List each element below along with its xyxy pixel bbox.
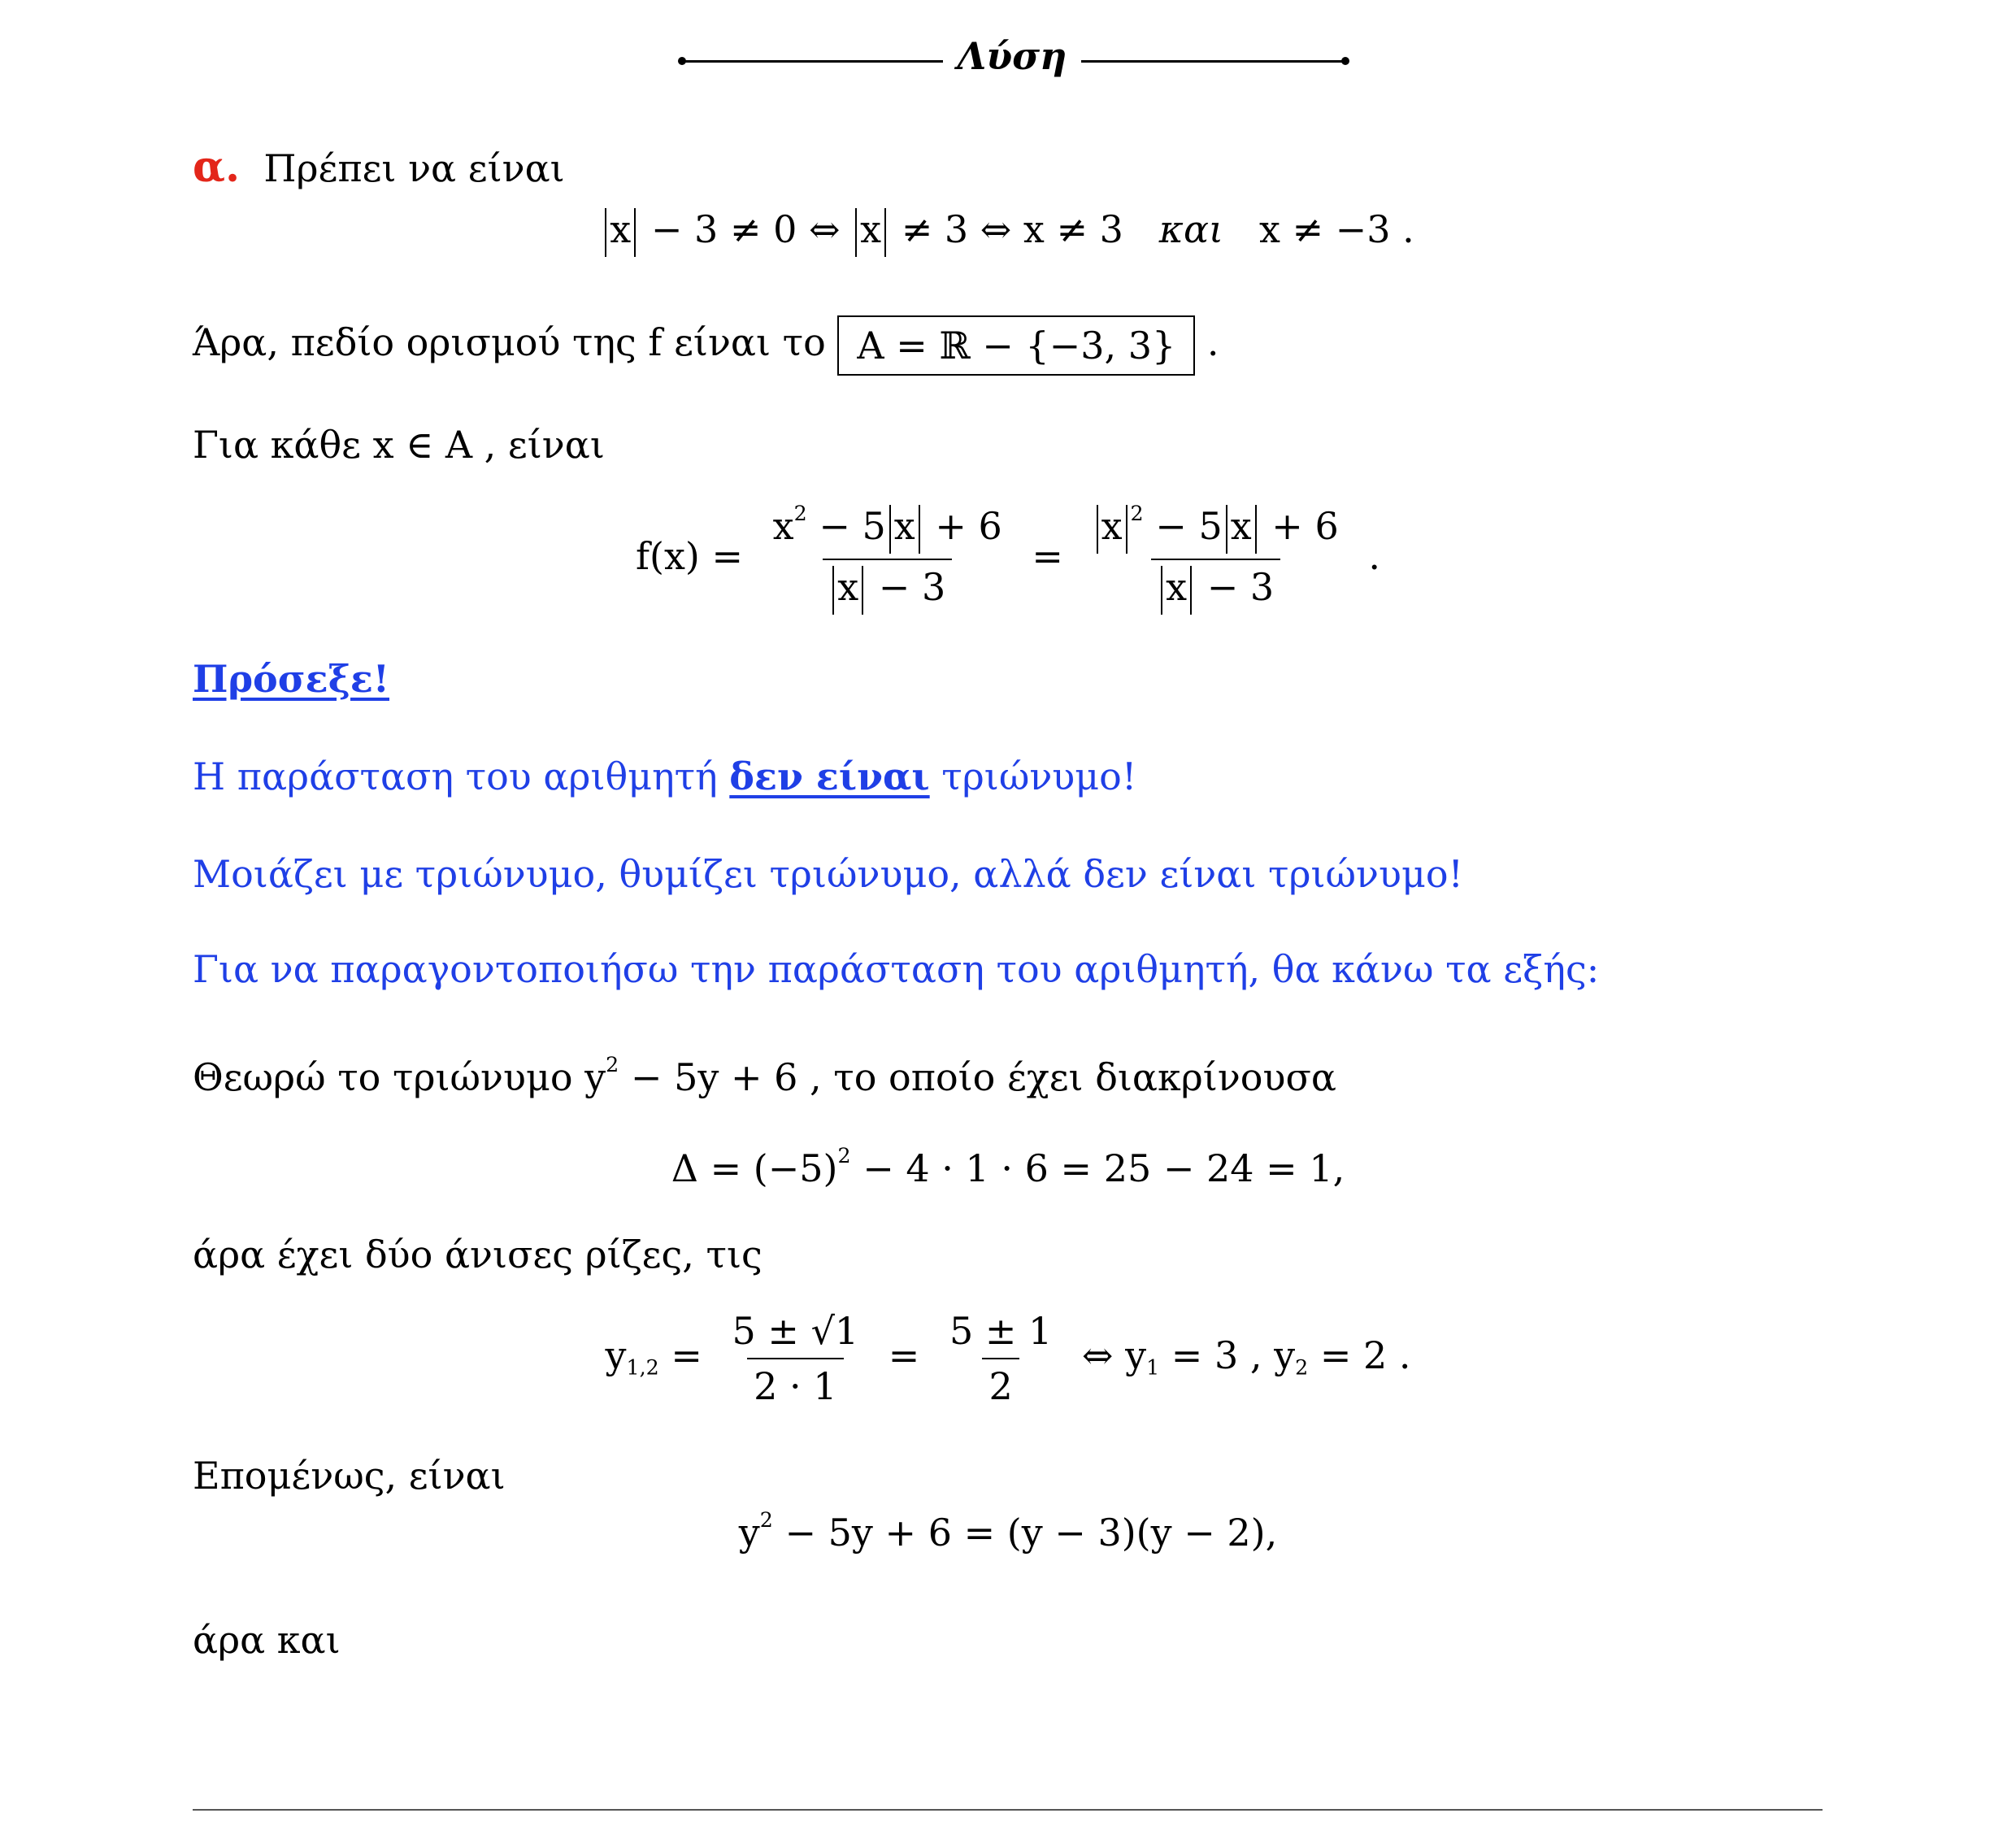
roots-fraction-1 <box>726 1309 866 1408</box>
cond-x1: x <box>610 207 632 251</box>
abs-bar <box>855 208 857 257</box>
bottom-divider <box>193 1809 1823 1811</box>
roots-res-sub2: 2 <box>1295 1355 1309 1380</box>
title-rule-left <box>683 60 943 63</box>
roots-eq-2: = <box>888 1333 920 1377</box>
f1n-exp: 2 <box>793 502 807 526</box>
discriminant-equation <box>0 1146 2016 1190</box>
f1n-b: − 5 <box>819 504 886 548</box>
abs-bar <box>1097 505 1098 554</box>
f1n-x: x <box>772 504 794 548</box>
poly-exp: 2 <box>606 1053 619 1077</box>
f-lhs: f(x) = <box>636 534 744 578</box>
fraction-2 <box>1087 504 1345 615</box>
trinomial-intro-a: Θεωρώ το τριώνυμο <box>193 1055 573 1099</box>
abs-bar <box>862 566 863 615</box>
fraction-1-numerator <box>767 504 1009 559</box>
abs-bar <box>919 505 920 554</box>
part-label: α. <box>193 142 241 192</box>
domain-box: A = ℝ − {−3, 3} <box>837 315 1195 376</box>
roots-res-c: = 2 . <box>1319 1333 1411 1377</box>
abs-bar <box>1226 505 1227 554</box>
title-rule-right <box>1081 60 1345 63</box>
domain-text: Άρα, πεδίο ορισμού της f είναι το <box>193 320 826 364</box>
abs-bar <box>1190 566 1192 615</box>
roots-equation <box>0 1309 2016 1408</box>
fact-y: y <box>738 1511 760 1555</box>
roots-res-b: = 3 , y <box>1171 1333 1296 1377</box>
rf2-den: 2 <box>982 1358 1019 1408</box>
f2d-x: x <box>1166 565 1188 609</box>
f1n-c: + 6 <box>935 504 1002 548</box>
forall-line: Για κάθε x ∈ A , είναι <box>193 423 605 467</box>
roots-y: y <box>605 1333 627 1377</box>
abs-bar <box>605 208 606 257</box>
fact-rest: − 5y + 6 = (y − 3)(y − 2), <box>784 1511 1278 1555</box>
hence-line: Επομένως, είναι <box>193 1454 506 1498</box>
cond-conjunction: και <box>1158 207 1224 251</box>
f2n-c: + 6 <box>1271 504 1339 548</box>
rf2-num: 5 ± 1 <box>949 1309 1053 1353</box>
disc-b: − 4 · 1 · 6 = 25 − 24 = 1, <box>862 1146 1345 1190</box>
fraction-2-denominator <box>1151 559 1280 615</box>
f2n-x: x <box>1101 504 1123 548</box>
trinomial-intro <box>193 1055 1336 1099</box>
factorization-equation <box>0 1508 2016 1555</box>
disc-a: Δ = (−5) <box>671 1146 838 1190</box>
roots-res-a: ⇔ y <box>1081 1333 1147 1377</box>
rule-dot-right <box>1341 57 1349 65</box>
cond-part3: x ≠ −3 . <box>1258 207 1414 251</box>
notice-heading: Πρόσεξε! <box>193 657 389 701</box>
condition-equation <box>0 207 2016 257</box>
fraction-2-numerator <box>1087 504 1345 559</box>
roots-intro: άρα έχει δύο άνισες ρίζες, τις <box>193 1233 763 1276</box>
abs-bar <box>634 208 636 257</box>
notice-line-3: Για να παραγοντοποιήσω την παράσταση του αριθμητή, θα κάνω τα εξής: <box>193 947 1600 991</box>
f1d-b: − 3 <box>878 565 946 609</box>
therefore-line: άρα και <box>193 1618 341 1662</box>
rf1-num: 5 ± √1 <box>732 1309 859 1353</box>
f1n-absx: x <box>893 504 915 548</box>
f2d-b: − 3 <box>1206 565 1275 609</box>
roots-sub: 1,2 <box>626 1355 659 1380</box>
poly-y: y <box>584 1055 606 1099</box>
f2n-exp: 2 <box>1130 502 1144 526</box>
fraction-1 <box>767 504 1009 615</box>
roots-eq: = <box>671 1333 702 1377</box>
notice-line-1-a: Η παράσταση του αριθμητή <box>193 754 718 798</box>
notice-line-1 <box>193 754 1136 798</box>
cond-part2: ≠ 3 ⇔ x ≠ 3 <box>901 207 1123 251</box>
fact-exp: 2 <box>759 1508 773 1533</box>
intro-text: Πρέπει να είναι <box>263 146 565 190</box>
rf1-den: 2 · 1 <box>747 1358 843 1408</box>
notice-line-1-c: τριώνυμο! <box>941 754 1137 798</box>
abs-bar <box>889 505 891 554</box>
f1d-x: x <box>837 565 859 609</box>
f2n-b: − 5 <box>1155 504 1223 548</box>
abs-bar <box>884 208 886 257</box>
disc-exp: 2 <box>837 1144 851 1168</box>
function-equation <box>0 504 2016 615</box>
roots-res-sub1: 1 <box>1146 1355 1160 1380</box>
abs-bar <box>1126 505 1127 554</box>
domain-end: . <box>1206 320 1219 364</box>
f-end: . <box>1368 534 1380 578</box>
fraction-1-denominator <box>823 559 952 615</box>
equals-sign: = <box>1032 534 1063 578</box>
cond-part1: − 3 ≠ 0 ⇔ <box>650 207 841 251</box>
cond-x2: x <box>860 207 882 251</box>
notice-emphasis: δεν είναι <box>729 754 930 798</box>
part-a-intro-line <box>193 142 565 192</box>
page-title: Λύση <box>957 34 1067 78</box>
notice-line-2: Μοιάζει με τριώνυμο, θυμίζει τριώνυμο, αλλά δεν είναι τριώνυμο! <box>193 852 1464 896</box>
f2n-absx: x <box>1230 504 1252 548</box>
abs-bar <box>1255 505 1257 554</box>
abs-bar <box>832 566 834 615</box>
abs-bar <box>1161 566 1162 615</box>
poly-rest: − 5y + 6 <box>630 1055 798 1099</box>
roots-fraction-2 <box>943 1309 1058 1408</box>
trinomial-intro-b: , το οποίο έχει διακρίνουσα <box>810 1055 1336 1099</box>
domain-line <box>193 315 1219 376</box>
